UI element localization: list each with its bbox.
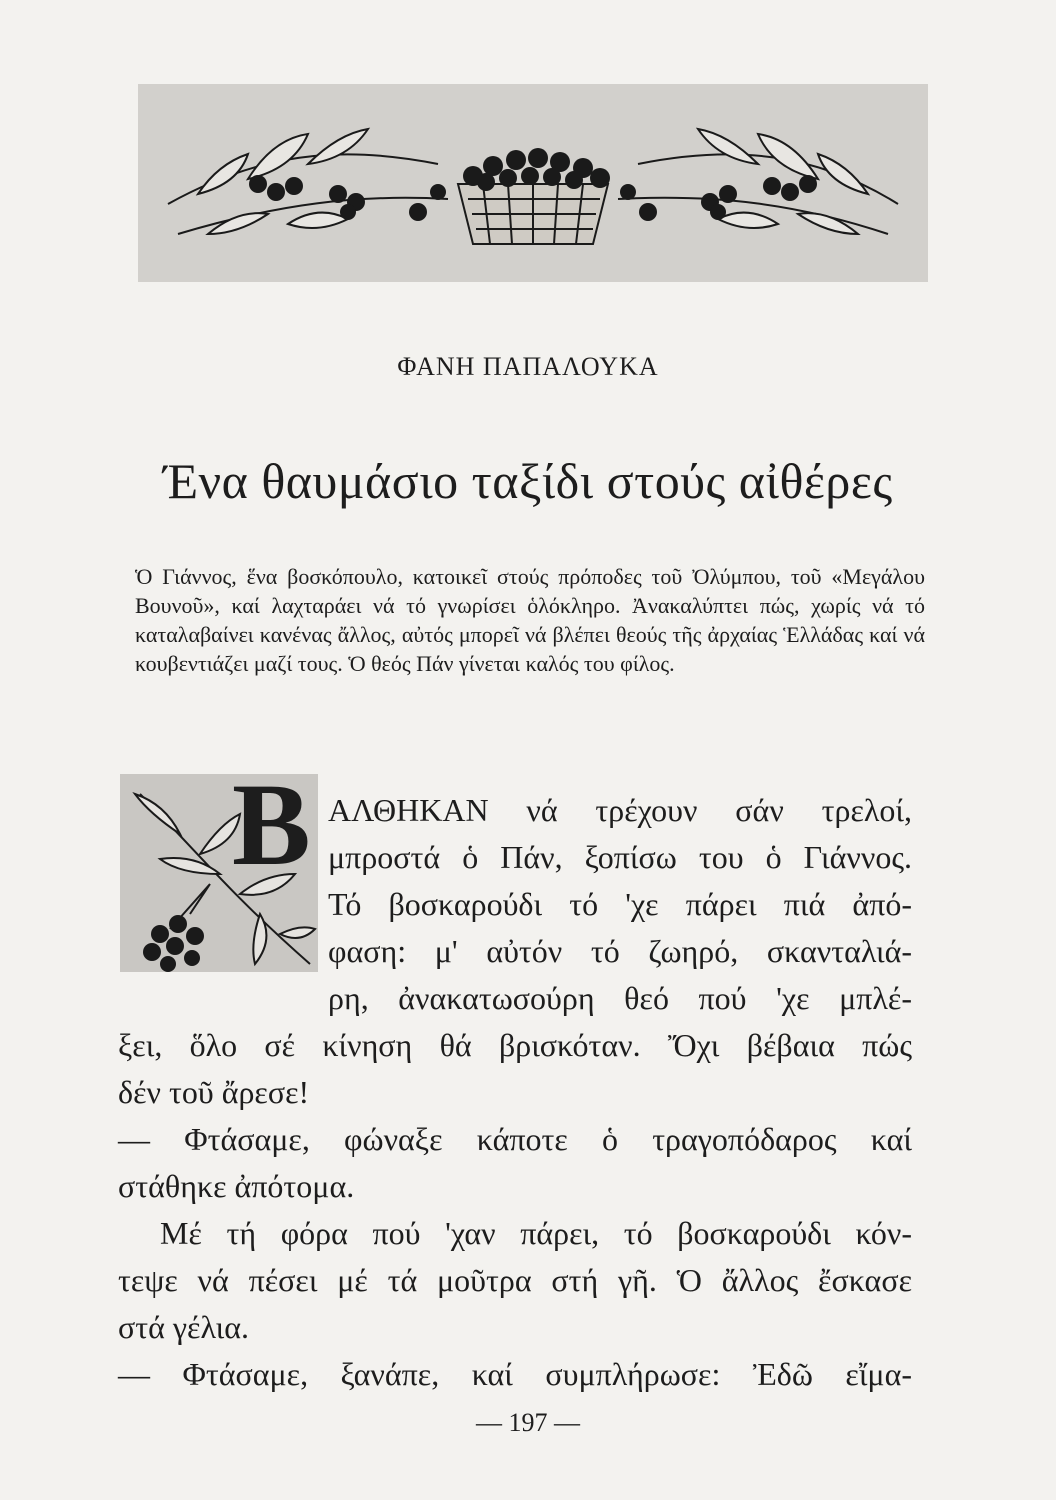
body-line: δέν τοῦ ἄρεσε! bbox=[118, 1074, 310, 1110]
cherry-basket-icon bbox=[138, 84, 928, 282]
cherry-basket-illustration bbox=[138, 84, 928, 282]
story-title: Ένα θαυμάσιο ταξίδι στούς αἰθέρες bbox=[163, 453, 893, 509]
body-line: στά γέλια. bbox=[118, 1309, 249, 1345]
body-line: μπροστά ὁ Πάν, ξοπίσω του ὁ Γιάννος. bbox=[328, 839, 912, 875]
body-line: τεψε νά πέσει μέ τά μοῦτρα στή γῆ. Ὁ ἄλλος ἔσκασε bbox=[118, 1262, 912, 1298]
page-number: — 197 — bbox=[476, 1408, 580, 1437]
body-line: ξει, ὅλο σέ κίνηση θά βρισκόταν. Ὄχι βέβαια πώς bbox=[118, 1027, 912, 1063]
body-line: ΑΛΘΗΚΑΝ νά τρέχουν σάν τρελοί, bbox=[328, 792, 912, 828]
body-line: Μέ τή φόρα πού 'χαν πάρει, τό βοσκαρούδι κόν- bbox=[160, 1215, 912, 1251]
body-line: στάθηκε ἀπότομα. bbox=[118, 1168, 355, 1204]
story-summary: Ὁ Γιάννος, ἕνα βοσκόπουλο, κατοικεῖ στούς πρόποδες τοῦ Ὀλύμπου, τοῦ «Μεγάλου Βουνοῦ», καί λαχταράει νά τό γνωρίσει ὁλόκληρο. Ἀνακαλύπτει πώς, χωρίς νά τό καταλαβαίνει κανένας ἄλλος, αὐτός μπορεῖ νά βλέπει θεούς τῆς ἀρχαίας Ἑλλάδας καί νά κουβεντιάζει μαζί τους. Ὁ θεός Πάν γίνεται καλός του φίλος. bbox=[135, 564, 925, 676]
author-name: ΦΑΝΗ ΠΑΠΑΛΟΥΚΑ bbox=[397, 352, 659, 381]
body-line: ρη, ἀνακατωσούρη θεό πού 'χε μπλέ- bbox=[328, 980, 912, 1016]
body-line: Τό βοσκαρούδι τό 'χε πάρει πιά ἀπό- bbox=[328, 886, 912, 922]
body-line: — Φτάσαμε, φώναξε κάποτε ὁ τραγοπόδαρος καί bbox=[118, 1121, 912, 1157]
body-line: φαση: μ' αὐτόν τό ζωηρό, σκανταλιά- bbox=[328, 933, 912, 969]
body-line: — Φτάσαμε, ξανάπε, καί συμπλήρωσε: Ἐδῶ εἴμα- bbox=[118, 1356, 912, 1392]
dropcap-letter: Β bbox=[232, 759, 311, 890]
